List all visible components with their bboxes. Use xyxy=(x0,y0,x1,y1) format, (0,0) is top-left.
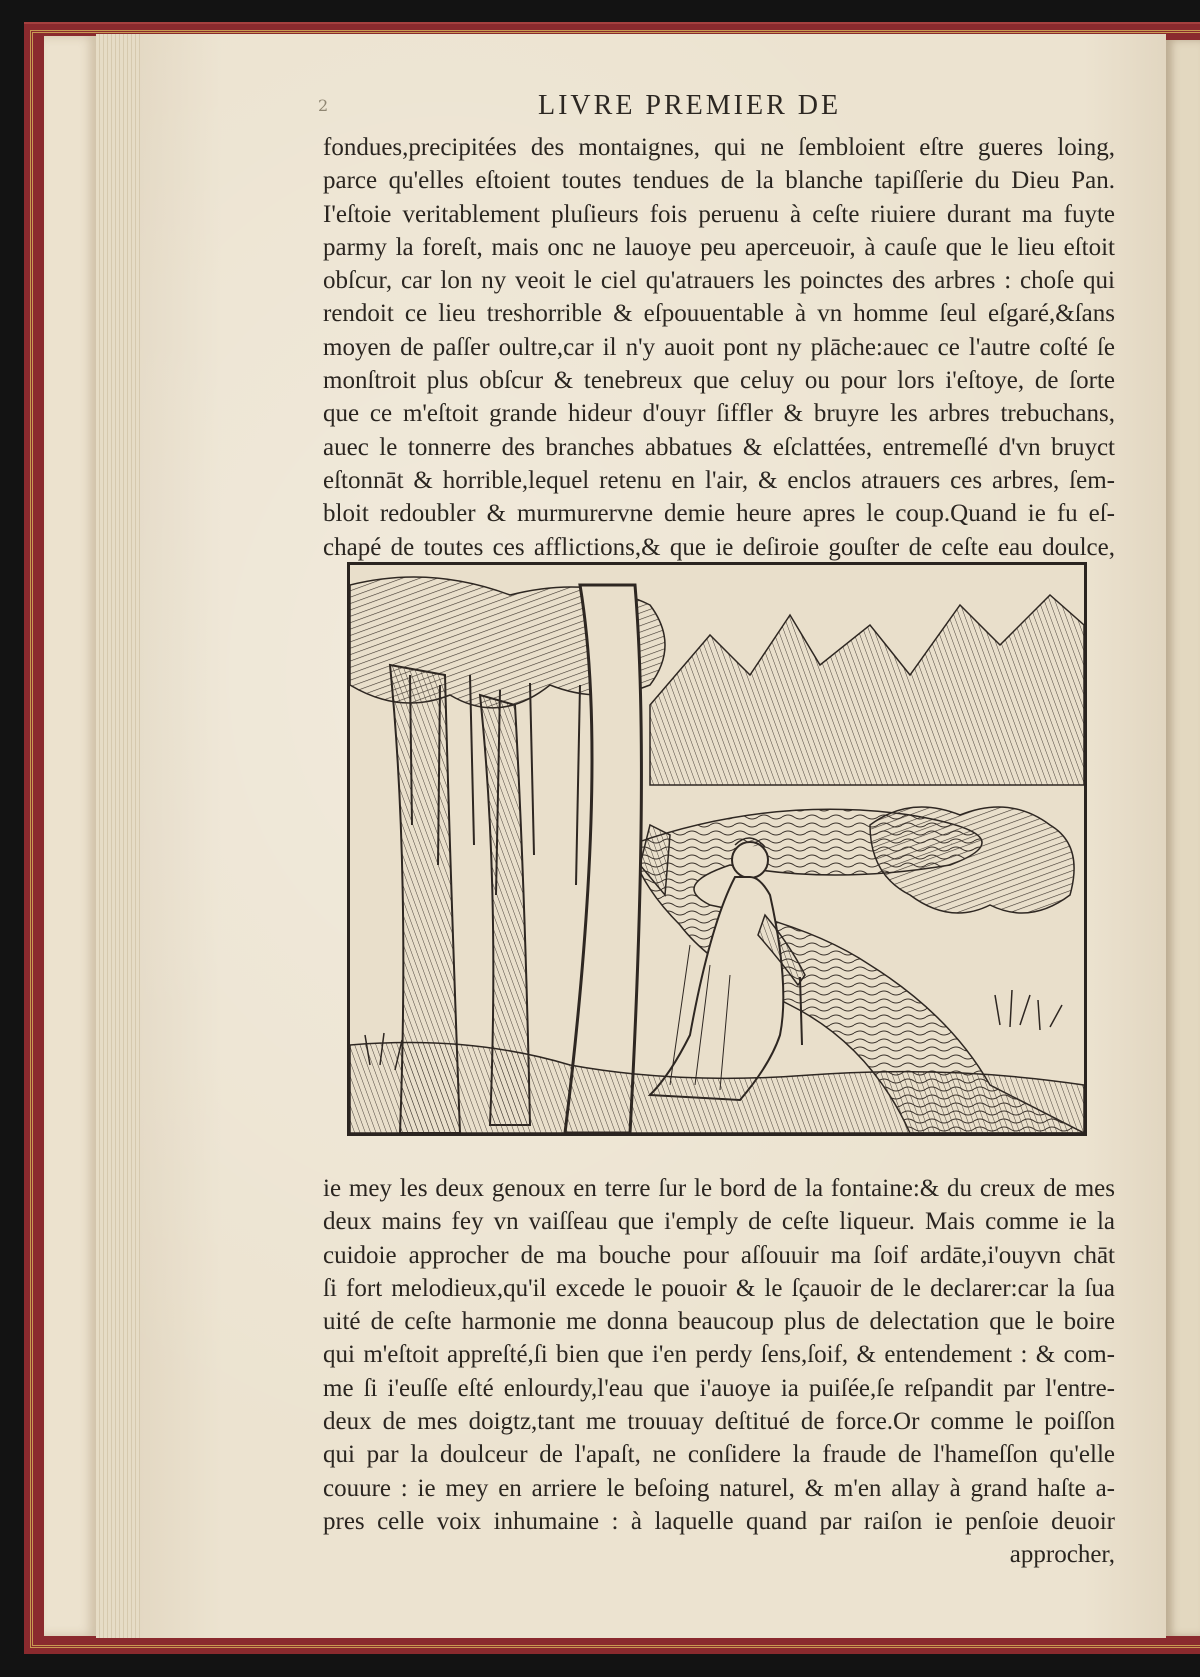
page-stack xyxy=(96,34,140,1638)
text-line: uité de ceſte harmonie me donna beaucoup plus de delectation que le boire xyxy=(323,1308,1115,1336)
page-number: 2 xyxy=(318,96,329,115)
text-line: que ce m'eſtoit grande hideur d'ouyr ſiffler & bruyre les arbres trebuchans, xyxy=(323,400,1115,428)
text-line: eſtonnāt & horrible,lequel retenu en l'air, & enclos atrauers ces arbres, ſem- xyxy=(323,466,1115,494)
text-line: ie mey les deux genoux en terre ſur le bord de la fontaine:& du creux de mes xyxy=(323,1175,1115,1202)
woodcut-scene xyxy=(350,565,1084,1133)
woodcut-illustration xyxy=(347,562,1087,1136)
catchword: approcher, xyxy=(1009,1541,1115,1569)
text-line: cuidoie approcher de ma bouche pour aſſouuir ma ſoif ardāte,i'ouyvn chāt xyxy=(323,1241,1115,1269)
text-line: fondues,precipitées des montaignes, qui ne ſembloient eſtre gueres loing, xyxy=(323,134,1115,161)
left-page-edge xyxy=(44,36,96,1636)
text-line: ſi fort melodieux,qu'il excede le pouoir & le ſçauoir de le declarer:car la ſua xyxy=(323,1274,1115,1302)
text-line: auec le tonnerre des branches abbatues & eſclattées, entremeſlé d'vn bruyct xyxy=(323,433,1115,461)
text-line: qui par la doulceur de l'apaſt, ne conſidere la fraude de l'hameſſon qu'elle xyxy=(323,1441,1115,1469)
text-line: obſcur, car lon ny veoit le ciel qu'atrauers les poinctes des arbres : choſe qui xyxy=(323,267,1115,295)
text-line: deux de mes doigtz,tant me trouuay deſtitué de force.Or comme le poiſſon xyxy=(323,1408,1115,1436)
text-line: deux mains fey vn vaiſſeau que i'emply de ceſte liqueur. Mais comme ie la xyxy=(323,1208,1115,1236)
text-line: me ſi i'euſſe eſté enlourdy,l'eau que i'auoye ia puiſée,ſe reſpandit par l'entre- xyxy=(323,1374,1115,1402)
text-line: couure : ie mey en arriere le beſoing naturel, & m'en allay à grand haſte a- xyxy=(323,1474,1115,1502)
text-line: I'eſtoie veritablement pluſieurs fois peruenu à ceſte riuiere durant ma fuyte xyxy=(323,200,1115,228)
text-line: bloit redoubler & murmurervne demie heure apres le coup.Quand ie fu eſ- xyxy=(323,500,1115,528)
text-line: moyen de paſſer oultre,car il n'y auoit pont ny plāche:auec ce l'autre coſté ſe xyxy=(323,333,1115,361)
text-line: parce qu'elles eſtoient toutes tendues de la blanche tapiſſerie du Dieu Pan. xyxy=(323,167,1115,195)
text-block-top xyxy=(323,131,1115,564)
text-line: qui m'eſtoit appreſté,ſi bien que i'en perdy ſens,ſoif, & entendement : & com- xyxy=(323,1341,1115,1369)
text-line: chapé de toutes ces afflictions,& que ie deſiroie gouſter de ceſte eau doulce, xyxy=(323,533,1115,561)
text-line: pres celle voix inhumaine : à laquelle quand par raiſon ie penſoie deuoir xyxy=(323,1507,1115,1535)
running-head: LIVRE PREMIER DE xyxy=(538,90,842,121)
text-line: monſtroit plus obſcur & tenebreux que celuy ou pour lors i'eſtoye, de ſorte xyxy=(323,367,1115,395)
text-block-bottom xyxy=(323,1172,1115,1572)
right-page-edge xyxy=(1166,40,1200,1636)
text-line: rendoit ce lieu treshorrible & eſpouuentable à vn homme ſeul eſgaré,&ſans xyxy=(323,300,1115,328)
text-line: parmy la foreſt, mais onc ne lauoye peu aperceuoir, à cauſe que le lieu eſtoit xyxy=(323,233,1115,261)
